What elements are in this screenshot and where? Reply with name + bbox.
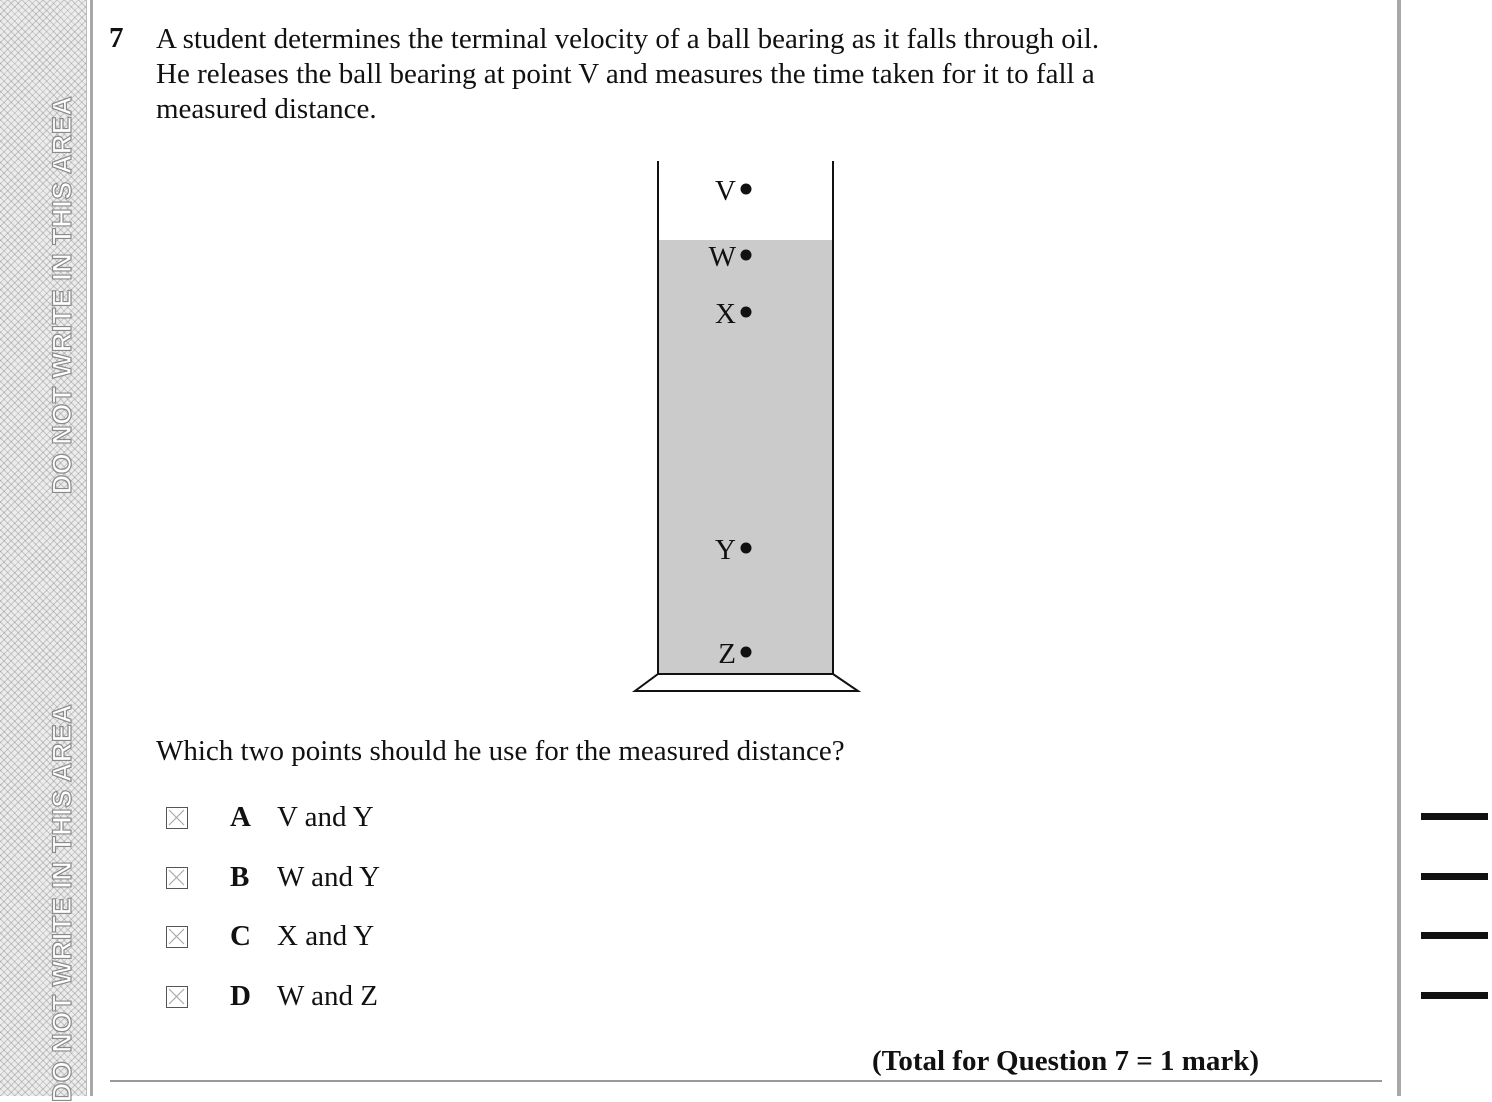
- right-margin-rule: [1397, 0, 1401, 1096]
- point-label-x: X: [715, 298, 736, 330]
- point-label-v: V: [715, 175, 736, 207]
- oil: [658, 240, 833, 674]
- margin-rule: [90, 0, 93, 1096]
- checkbox-c[interactable]: [166, 926, 188, 948]
- question-line: measured distance.: [156, 93, 377, 125]
- point-w: [741, 250, 752, 261]
- timing-mark: [1421, 873, 1488, 880]
- question-number: 7: [109, 22, 124, 54]
- margin-warning-bottom: DO NOT WRITE IN THIS AREA: [47, 703, 77, 1102]
- cylinder-base: [635, 674, 858, 691]
- point-label-w: W: [708, 241, 736, 273]
- bottom-rule: [110, 1080, 1382, 1082]
- question-line: A student determines the terminal velocity of a ball bearing as it falls through oil.: [156, 23, 1100, 55]
- total-marks: (Total for Question 7 = 1 mark): [872, 1045, 1260, 1077]
- checkbox-d[interactable]: [166, 986, 188, 1008]
- option-letter: C: [230, 920, 251, 952]
- option-letter: B: [230, 861, 250, 893]
- question-text: [156, 22, 1166, 127]
- point-v: [741, 184, 752, 195]
- question-line: He releases the ball bearing at point V and measures the time taken for it to fall a: [156, 58, 1095, 90]
- option-text: V and Y: [277, 801, 374, 833]
- option-letter: D: [230, 980, 251, 1012]
- point-y: [741, 543, 752, 554]
- point-label-z: Z: [718, 638, 736, 670]
- option-text: W and Y: [277, 861, 381, 893]
- timing-mark: [1421, 992, 1488, 999]
- timing-mark: [1421, 932, 1488, 939]
- checkbox-b[interactable]: [166, 867, 188, 889]
- option-text: X and Y: [277, 920, 375, 952]
- question-prompt: Which two points should he use for the measured distance?: [156, 735, 845, 767]
- point-x: [741, 307, 752, 318]
- margin-warning-top: DO NOT WRITE IN THIS AREA: [47, 95, 77, 495]
- point-z: [741, 647, 752, 658]
- checkbox-a[interactable]: [166, 807, 188, 829]
- option-text: W and Z: [277, 980, 378, 1012]
- option-letter: A: [230, 801, 251, 833]
- point-label-y: Y: [715, 534, 736, 566]
- timing-mark: [1421, 813, 1488, 820]
- measuring-cylinder-diagram: [630, 158, 862, 703]
